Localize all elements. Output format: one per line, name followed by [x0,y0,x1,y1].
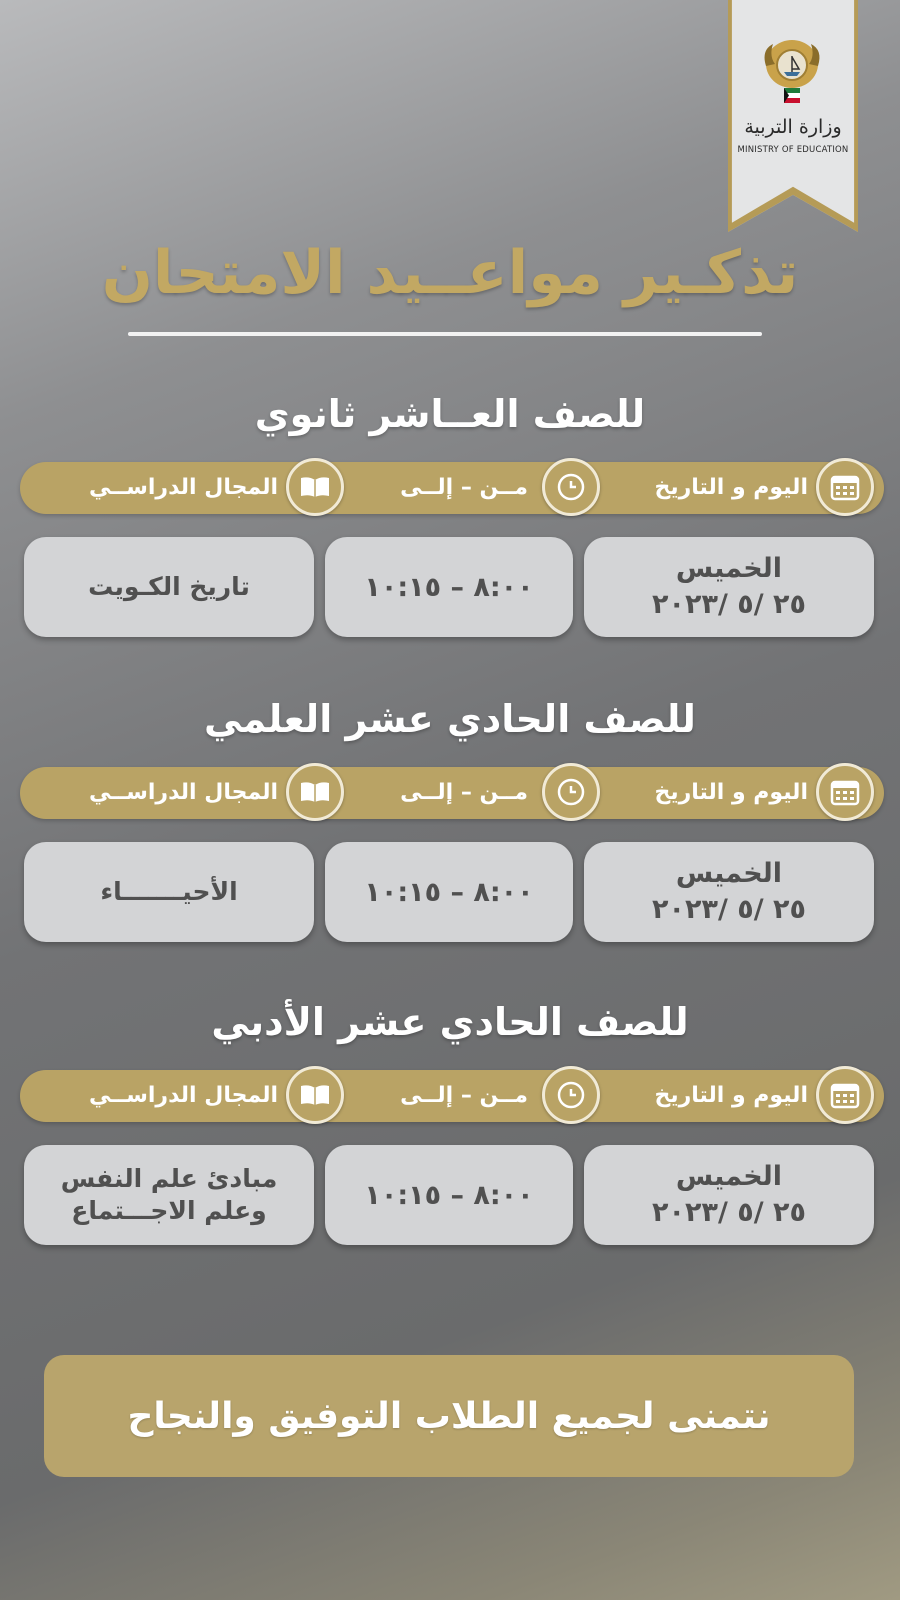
exam-date: ٢٥ /٥ /٢٠٢٣ [652,589,806,620]
header-date-label: اليوم و التاريخ [654,780,808,805]
date-cell [584,842,874,942]
clock-icon [542,458,600,516]
page-title: تذكـير مواعــيد الامتحان [101,238,799,308]
exam-date: ٢٥ /٥ /٢٠٢٣ [652,1197,806,1228]
exam-time: ٨:٠٠ – ١٠:١٥ [364,1179,534,1211]
grade-title: للصف العــاشر ثانوي [254,392,646,436]
header-time-label: مــن – إلــى [400,475,528,500]
schedule-header-bar [20,1070,884,1122]
footer-message: نتمنى لجميع الطلاب التوفيق والنجاح [44,1355,854,1477]
schedule-header-bar [20,767,884,819]
clock-icon [542,1066,600,1124]
exam-time: ٨:٠٠ – ١٠:١٥ [364,571,534,603]
grade-title: للصف الحادي عشر العلمي [204,697,696,741]
exam-date: ٢٥ /٥ /٢٠٢٣ [652,894,806,925]
time-cell [325,537,573,637]
calendar-icon [816,1066,874,1124]
calendar-icon [816,458,874,516]
subject-line-2: وعلم الاجـــتماع [71,1196,267,1225]
time-cell [325,842,573,942]
subject-line-1: مبادئ علم النفس [60,1164,278,1193]
subject-cell [24,537,314,637]
title-divider [128,332,762,336]
date-cell [584,1145,874,1245]
ministry-name-english: MINISTRY OF EDUCATION [737,145,849,155]
subject-line-1: الأحيـــــــاء [100,877,238,906]
book-icon [286,458,344,516]
header-subject-label: المجال الدراســي [88,475,278,500]
ministry-name-arabic: وزارة التربية [744,116,842,138]
grade-title: للصف الحادي عشر الأدبي [211,1000,689,1044]
header-date-label: اليوم و التاريخ [654,1083,808,1108]
date-cell [584,537,874,637]
header-subject-label: المجال الدراســي [88,1083,278,1108]
subject-cell [24,842,314,942]
header-date-label: اليوم و التاريخ [654,475,808,500]
calendar-icon [816,763,874,821]
exam-time: ٨:٠٠ – ١٠:١٥ [364,876,534,908]
kuwait-emblem-icon [757,36,827,116]
subject-line-1: تاريخ الكـويت [88,572,250,601]
header-time-label: مــن – إلــى [400,1083,528,1108]
book-icon [286,1066,344,1124]
header-subject-label: المجال الدراســي [88,780,278,805]
time-cell [325,1145,573,1245]
schedule-header-bar [20,462,884,514]
exam-day: الخميس [675,1161,783,1192]
exam-day: الخميس [675,553,783,584]
clock-icon [542,763,600,821]
book-icon [286,763,344,821]
subject-cell [24,1145,314,1245]
header-time-label: مــن – إلــى [400,780,528,805]
exam-day: الخميس [675,858,783,889]
